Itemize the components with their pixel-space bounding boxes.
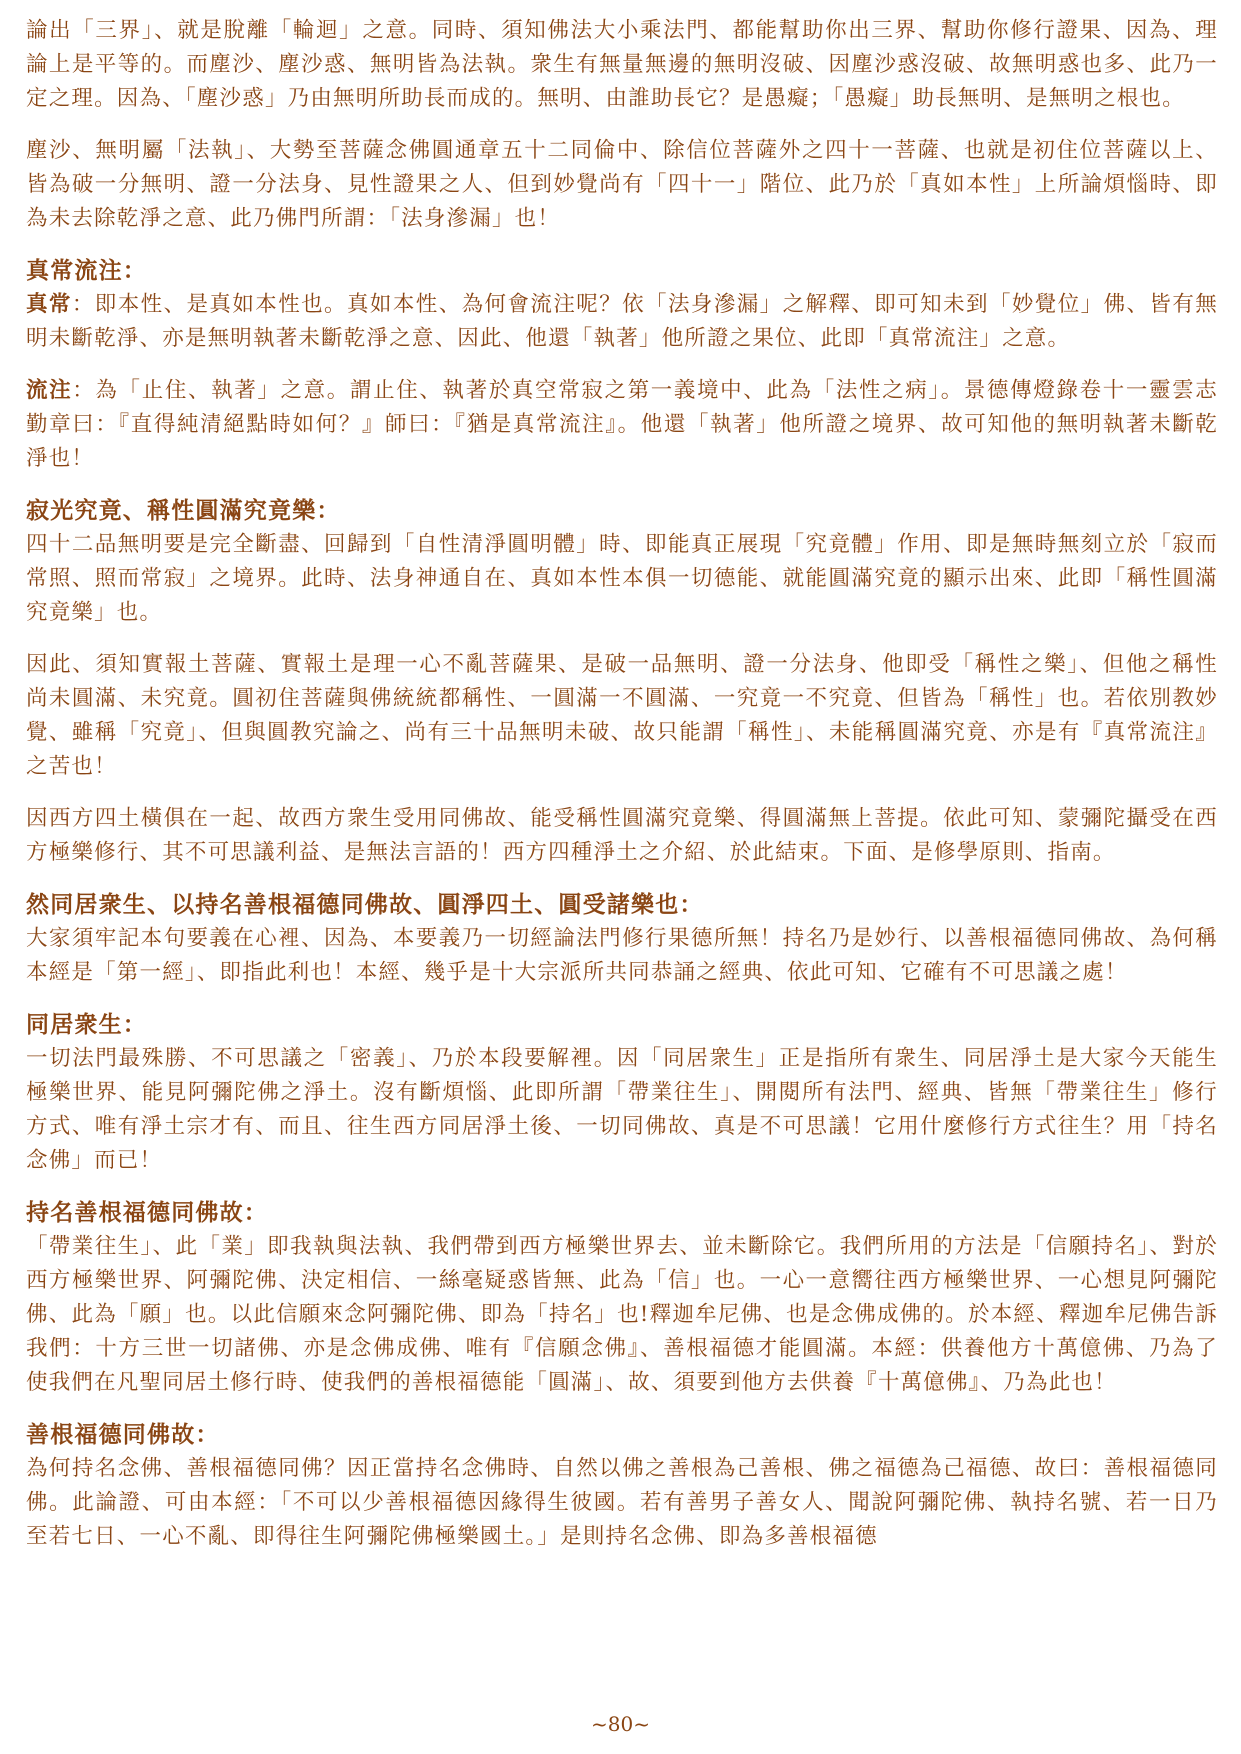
heading-name-holding-merit: 持名善根福德同佛故： (26, 1199, 268, 1226)
heading-ultimate-bliss: 寂光究竟、稱性圓滿究竟樂： (26, 497, 341, 524)
paragraph-flow-text: ：為「止住、執著」之意。謂止住、執著於真空常寂之第一義境中、此為「法性之病」。景德傳燈錄卷十一靈雲志勤章曰：『直得純清絕點時如何？』師曰：『猶是真常流注』。他還「執著」他所證之境界、故可知他的無明執著未斷乾淨也！ (26, 378, 1218, 471)
document-body (26, 14, 1218, 1572)
paragraph-reward-land: 因此、須知實報土菩薩、實報土是理一心不亂菩薩果、是破一品無明、證一分法身、他即受「稱性之樂」、但他之稱性尚未圓滿、未究竟。圓初住菩薩與佛統統都稱性、一圓滿一不圓滿、一究竟一不究竟、但皆為「稱性」也。若依別教妙覺、雖稱「究竟」、但與圓教究論之、尚有三十品無明未破、故只能謂「稱性」、未能稱圓滿究竟、亦是有『真常流注』之苦也！ (26, 652, 1218, 779)
paragraph-four-lands: 因西方四土橫俱在一起、故西方衆生受用同佛故、能受稱性圓滿究竟樂、得圓滿無上菩提。依此可知、蒙彌陀攝受在西方極樂修行、其不可思議利益、是無法言語的！西方四種淨土之介紹、於此結束。下面、是修學原則、指南。 (26, 806, 1218, 865)
term-true-constant: 真常 (26, 292, 72, 317)
heading-cohabiting-beings-name-holding: 然同居衆生、以持名善根福德同佛故、圓淨四土、圓受諸樂也： (26, 891, 704, 918)
paragraph-faith-vow: 「帶業往生」、此「業」即我執與法執、我們帶到西方極樂世界去、並未斷除它。我們所用的方法是「信願持名」、對於西方極樂世界、阿彌陀佛、決定相信、一絲毫疑惑皆無、此為「信」也。一心一意嚮往西方極樂世界、一心想見阿彌陀佛、此為「願」也。以此信願來念阿彌陀佛、即為「持名」也!釋迦牟尼佛、也是念佛成佛的。於本經、釋迦牟尼佛告訴我們：十方三世一切諸佛、亦是念佛成佛、唯有『信願念佛』、善根福德才能圓滿。本經：供養他方十萬億佛、乃為了使我們在凡聖同居土修行時、使我們的善根福德能「圓滿」、故、須要到他方去供養『十萬億佛』、乃為此也！ (26, 1234, 1218, 1395)
heading-cohabiting-beings: 同居衆生： (26, 1011, 147, 1038)
heading-merit-same-as-buddha: 善根福德同佛故： (26, 1421, 220, 1448)
paragraph-dust-ignorance: 塵沙、無明屬「法執」、大勢至菩薩念佛圓通章五十二同倫中、除信位菩薩外之四十一菩薩、也就是初住位菩薩以上、皆為破一分無明、證一分法身、見性證果之人、但到妙覺尚有「四十一」階位、此乃於「真如本性」上所論煩惱時、即為未去除乾淨之意、此乃佛門所謂：「法身滲漏」也！ (26, 138, 1218, 231)
heading-true-constant-flow: 真常流注： (26, 257, 147, 284)
paragraph-forty-two-ignorance: 四十二品無明要是完全斷盡、回歸到「自性清淨圓明體」時、即能真正展現「究竟體」作用、即是無時無刻立於「寂而常照、照而常寂」之境界。此時、法身神通自在、真如本性本俱一切德能、就能圓滿究竟的顯示出來、此即「稱性圓滿究竟樂」也。 (26, 532, 1218, 625)
paragraph-true-constant-text: ：即本性、是真如本性也。真如本性、為何會流注呢？依「法身滲漏」之解釋、即可知未到「妙覺位」佛、皆有無明未斷乾淨、亦是無明執著未斷乾淨之意、因此、他還「執著」他所證之果位、此即「真常流注」之意。 (26, 292, 1218, 351)
paragraph-carry-karma: 一切法門最殊勝、不可思議之「密義」、乃於本段要解裡。因「同居衆生」正是指所有衆生、同居淨土是大家今天能生極樂世界、能見阿彌陀佛之淨土。沒有斷煩惱、此即所謂「帶業往生」、開閱所有法門、經典、皆無「帶業往生」修行方式、唯有淨土宗才有、而且、往生西方同居淨土後、一切同佛故、真是不可思議！它用什麼修行方式往生？用「持名念佛」而已！ (26, 1046, 1218, 1173)
page-number: ~80~ (591, 1712, 650, 1736)
paragraph-first-sutra: 大家須牢記本句要義在心裡、因為、本要義乃一切經論法門修行果德所無！持名乃是妙行、以善根福德同佛故、為何稱本經是「第一經」、即指此利也！本經、幾乎是十大宗派所共同恭誦之經典、依此可知、它確有不可思議之處！ (26, 926, 1218, 985)
paragraph-flow (26, 374, 1218, 476)
paragraph-true-constant (26, 288, 1218, 356)
paragraph-merit-proof: 為何持名念佛、善根福德同佛？因正當持名念佛時、自然以佛之善根為己善根、佛之福德為己福德、故曰：善根福德同佛。此論證、可由本經：「不可以少善根福德因緣得生彼國。若有善男子善女人、聞說阿彌陀佛、執持名號、若一日乃至若七日、一心不亂、即得往生阿彌陀佛極樂國土。」是則持名念佛、即為多善根福德 (26, 1456, 1218, 1549)
paragraph-three-realms: 論出「三界」、就是脫離「輪迴」之意。同時、須知佛法大小乘法門、都能幫助你出三界、幫助你修行證果、因為、理論上是平等的。而塵沙、塵沙惑、無明皆為法執。衆生有無量無邊的無明沒破、因塵沙惑沒破、故無明惑也多、此乃一定之理。因為、「塵沙惑」乃由無明所助長而成的。無明、由誰助長它？是愚癡；「愚癡」助長無明、是無明之根也。 (26, 18, 1218, 111)
term-flow: 流注 (26, 378, 73, 403)
